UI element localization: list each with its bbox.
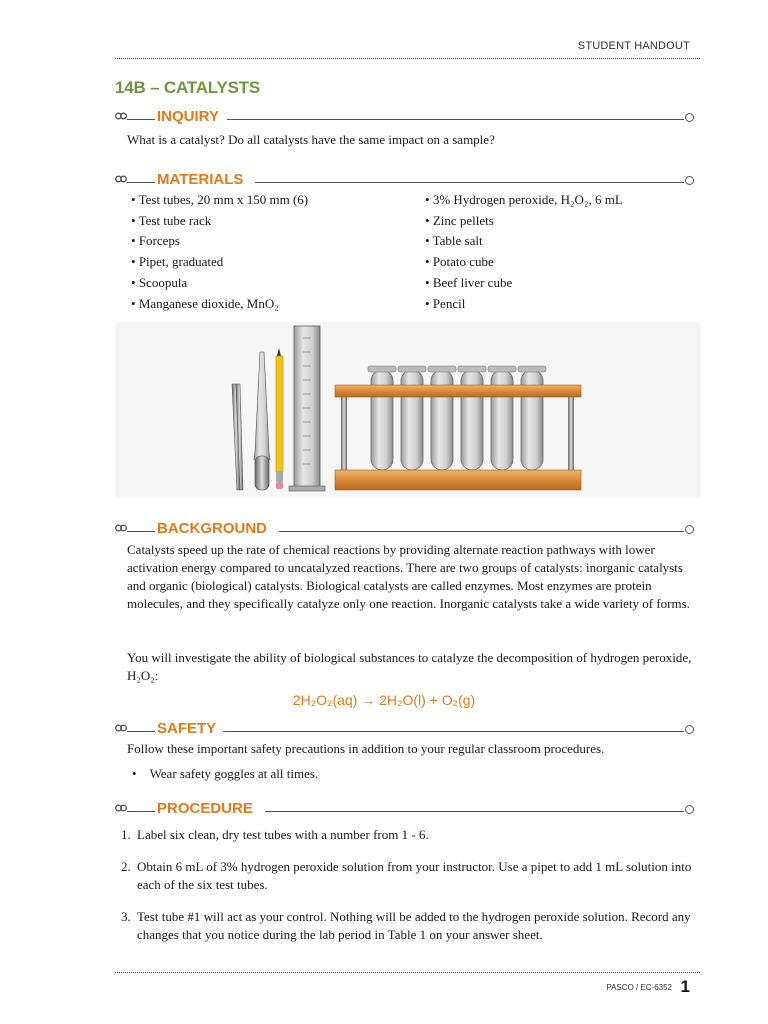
safety-item: • Wear safety goggles at all times. bbox=[132, 766, 319, 781]
list-item: • Potato cube bbox=[425, 254, 494, 270]
procedure-steps bbox=[115, 826, 695, 958]
list-item: • Pipet, graduated bbox=[131, 254, 224, 270]
materials-list-left bbox=[131, 190, 308, 314]
circle-end-icon bbox=[685, 113, 694, 122]
section-title-inquiry: INQUIRY bbox=[157, 108, 219, 125]
safety-intro: Follow these important safety precautions in addition to your regular classroom procedures. bbox=[127, 741, 605, 756]
section-header-materials bbox=[115, 171, 694, 191]
header-label: STUDENT HANDOUT bbox=[577, 40, 690, 52]
chain-link-icon bbox=[115, 804, 127, 812]
list-item: • Test tubes, 20 mm x 150 mm (6) bbox=[131, 192, 309, 207]
list-item: • Table salt bbox=[425, 233, 483, 249]
list-item: • Beef liver cube bbox=[425, 274, 513, 290]
chain-link-icon bbox=[115, 112, 127, 120]
graduated-cylinder-icon bbox=[289, 326, 325, 491]
list-item: • Scoopula bbox=[131, 274, 188, 290]
circle-end-icon bbox=[685, 725, 694, 734]
list-item: • 3% Hydrogen peroxide, H₂O₂, 6 mL bbox=[425, 192, 623, 207]
section-title-background: BACKGROUND bbox=[157, 520, 267, 537]
section-header-procedure bbox=[115, 800, 694, 820]
section-title-safety: SAFETY bbox=[157, 720, 217, 737]
section-header-inquiry bbox=[115, 108, 694, 128]
list-item: 3. Test tube #1 will act as your control. Nothing will be added to the hydrogen peroxide solution. Record any changes that you notice during the lab period in Table 1 on your answer sheet. bbox=[121, 909, 691, 942]
list-item: • Pencil bbox=[425, 295, 466, 311]
circle-end-icon bbox=[685, 176, 694, 185]
inquiry-question: What is a catalyst? Do all catalysts have the same impact on a sample? bbox=[127, 132, 495, 147]
list-item: • Test tube rack bbox=[131, 212, 212, 228]
section-title-materials: MATERIALS bbox=[157, 171, 244, 188]
list-item: 2. Obtain 6 mL of 3% hydrogen peroxide solution from your instructor. Use a pipet to add 1 mL solution into each of the six test tubes. bbox=[121, 859, 692, 892]
circle-end-icon bbox=[685, 525, 694, 534]
page-title: 14B – CATALYSTS bbox=[115, 78, 261, 97]
background-paragraph-1: Catalysts speed up the rate of chemical reactions by providing alternate reaction pathways with lower activation energy compared to uncatalyzed reactions. There are two groups of catalysts: inorganic catalysts and organic (biological) catalysts. Biological catalysts are called enzymes. Most enzymes are protein molecules, and they specifically catalyze only one reaction. Inorganic catalysts take a wide variety of forms. bbox=[127, 542, 690, 611]
reaction-equation: 2H₂O₂(aq) → 2H₂O(l) + O₂(g) bbox=[292, 692, 476, 708]
chain-link-icon bbox=[115, 175, 127, 183]
footer-divider bbox=[115, 972, 700, 973]
chain-link-icon bbox=[115, 524, 127, 532]
header-divider bbox=[115, 58, 700, 59]
pencil-icon bbox=[276, 348, 283, 489]
chain-link-icon bbox=[115, 724, 127, 732]
lab-equipment-illustration bbox=[115, 322, 701, 498]
footer-label: PASCO / EC-6352 bbox=[606, 983, 672, 992]
materials-list-right bbox=[425, 190, 623, 314]
list-item: 1. Label six clean, dry test tubes with a number from 1 - 6. bbox=[121, 827, 429, 842]
list-item: • Forceps bbox=[131, 233, 180, 249]
page-number: 1 bbox=[680, 977, 690, 996]
list-item: • Zinc pellets bbox=[425, 212, 494, 228]
circle-end-icon bbox=[685, 805, 694, 814]
section-title-procedure: PROCEDURE bbox=[157, 800, 253, 817]
section-header-safety bbox=[115, 720, 694, 740]
list-item: • Manganese dioxide, MnO₂ bbox=[131, 295, 279, 311]
background-paragraph-2: You will investigate the ability of biological substances to catalyze the decomposition of hydrogen peroxide, H₂O₂: bbox=[127, 650, 692, 683]
section-header-background bbox=[115, 520, 694, 540]
